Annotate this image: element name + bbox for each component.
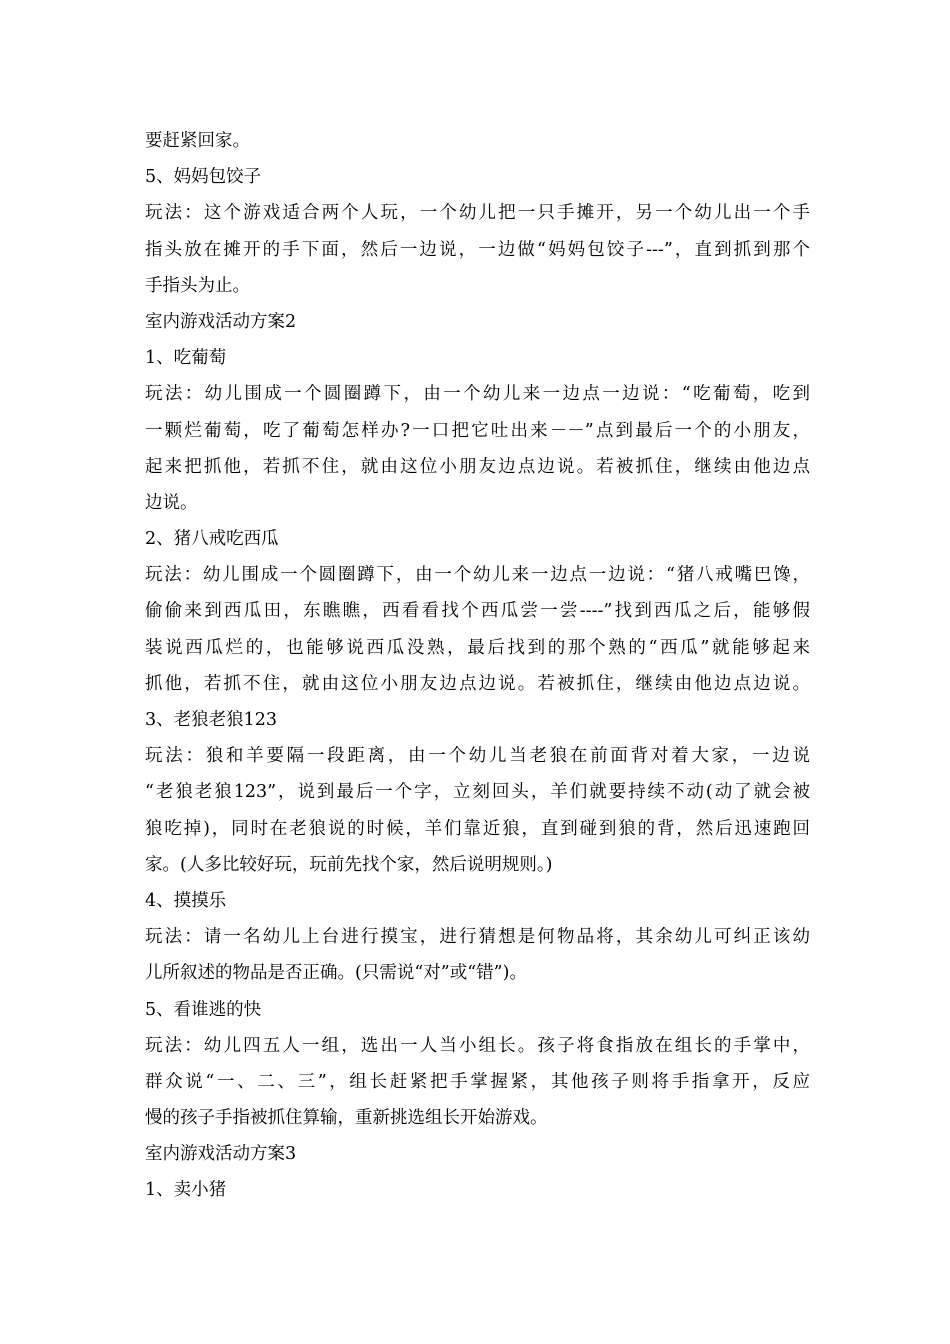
section-heading: 1、吃葡萄 [145,348,227,369]
text-line: 起来把抓他，若抓不住，就由这位小朋友边点边说。若被抓住，继续由他边点 [145,456,810,477]
text-line: 抓他，若抓不住，就由这位小朋友边点边说。若被抓住，继续由他边点边说。 [145,673,810,694]
text-line: 边说。 [145,492,198,513]
text-line: 指头放在摊开的手下面，然后一边说，一边做“妈妈包饺子---”，直到抓到那个 [145,239,810,260]
text-line: 玩法：幼儿围成一个圆圈蹲下，由一个幼儿来一边点一边说：“猪八戒嘴巴馋， [145,565,810,586]
text-line: 手指头为止。 [145,275,250,296]
text-line: 玩法：狼和羊要隔一段距离，由一个幼儿当老狼在前面背对着大家，一边说 [145,746,810,767]
text-line: 群众说“一、二、三”，组长赶紧把手掌握紧，其他孩子则将手指拿开，反应 [145,1071,810,1092]
text-line: “老狼老狼123”，说到最后一个字，立刻回头，羊们就要持续不动(动了就会被 [145,782,810,803]
text-line: 玩法：幼儿四五人一组，选出一人当小组长。孩子将食指放在组长的手掌中， [145,1035,810,1056]
text-line: 玩法：这个游戏适合两个人玩，一个幼儿把一只手摊开，另一个幼儿出一个手 [145,203,810,224]
section-heading: 1、卖小猪 [145,1180,227,1201]
plan-title: 室内游戏活动方案3 [145,1144,297,1165]
text-line: 慢的孩子手指被抓住算输，重新挑选组长开始游戏。 [145,1108,548,1129]
text-line: 玩法：幼儿围成一个圆圈蹲下，由一个幼儿来一边点一边说：“吃葡萄，吃到 [145,384,810,405]
text-line: 装说西瓜烂的，也能够说西瓜没熟，最后找到的那个熟的“西瓜”就能够起来 [145,637,810,658]
document-body [145,123,810,1209]
text-line: 一颗烂葡萄，吃了葡萄怎样办?一口把它吐出来－－”点到最后一个的小朋友， [145,420,810,441]
plan-title: 室内游戏活动方案2 [145,311,297,332]
section-heading: 5、看谁逃的快 [145,999,262,1020]
text-line: 玩法：请一名幼儿上台进行摸宝，进行猜想是何物品将，其余幼儿可纠正该幼 [145,927,810,948]
section-heading: 3、老狼老狼123 [145,710,278,730]
text-line: 家。(人多比较好玩，玩前先找个家，然后说明规则。) [145,854,553,875]
section-heading: 4、摸摸乐 [145,890,227,911]
text-line: 狼吃掉)，同时在老狼说的时候，羊们靠近狼，直到碰到狼的背，然后迅速跑回 [145,818,810,839]
text-line: 要赶紧回家。 [145,131,250,151]
text-line: 儿所叙述的物品是否正确。(只需说“对”或“错”)。 [145,963,527,984]
section-heading: 2、猪八戒吃西瓜 [145,529,279,550]
text-line: 偷偷来到西瓜田，东瞧瞧，西看看找个西瓜尝一尝----”找到西瓜之后，能够假 [145,601,810,622]
section-heading: 5、妈妈包饺子 [145,167,262,188]
